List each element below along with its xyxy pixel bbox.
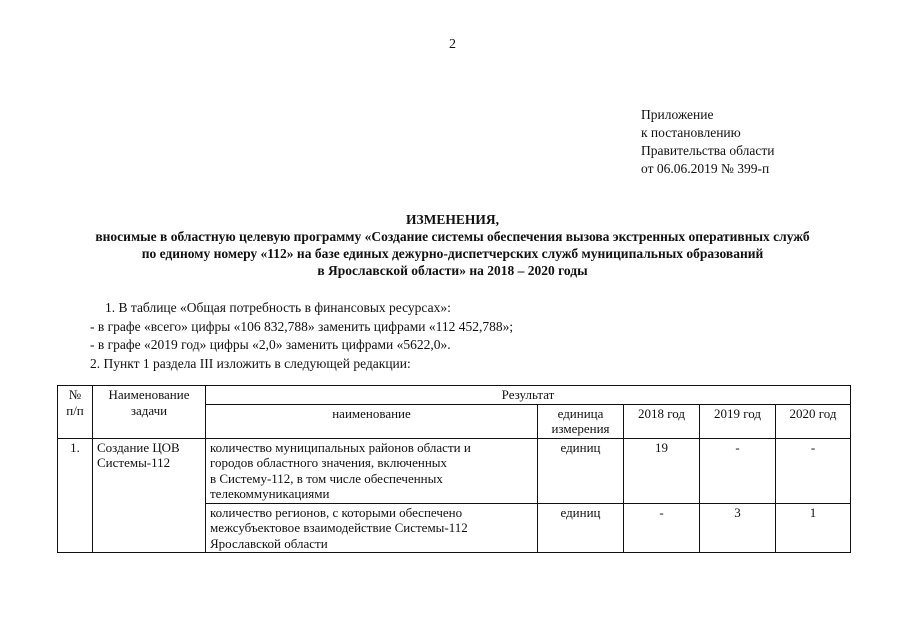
header-2019: 2019 год <box>700 404 776 438</box>
result-2019: - <box>700 438 776 503</box>
result-unit: единиц <box>538 438 624 503</box>
appendix-line: Приложение <box>641 107 714 122</box>
results-table <box>57 385 851 553</box>
header-name: наименование <box>206 404 538 438</box>
title-line: в Ярославской области» на 2018 – 2020 годы <box>317 263 588 278</box>
appendix-date-line: от 06.06.2019 № 399-п <box>641 161 770 176</box>
table-row <box>58 438 851 503</box>
cell-text: количество муниципальных районов области и <box>210 439 471 455</box>
cell-text: Создание ЦОВ <box>97 439 180 455</box>
result-2020: - <box>776 438 851 503</box>
row-task <box>93 438 206 553</box>
result-2018: - <box>624 503 700 553</box>
header-number <box>58 386 93 439</box>
cell-text: городов областного значения, включенных <box>210 455 448 470</box>
appendix-block <box>641 106 774 178</box>
paragraph-4: 2. Пункт 1 раздела III изложить в следующей редакции: <box>90 355 411 371</box>
paragraph-1: 1. В таблице «Общая потребность в финансовых ресурсах»: <box>105 300 451 315</box>
result-name <box>206 438 538 503</box>
header-result: Результат <box>206 386 851 405</box>
cell-text: Ярославской области <box>210 535 328 551</box>
appendix-line: Правительства области <box>641 143 775 158</box>
appendix-line: к постановлению <box>641 125 741 140</box>
cell-text: телекоммуникациями <box>210 486 330 501</box>
header-text: п/п <box>66 402 84 418</box>
title-heading: ИЗМЕНЕНИЯ, <box>405 212 499 227</box>
body-paragraphs <box>90 299 513 373</box>
header-unit <box>538 404 624 438</box>
paragraph-2: - в графе «всего» цифры «106 832,788» заменить цифрами «112 452,788»; <box>90 318 514 334</box>
cell-text: в Систему-112, в том числе обеспеченных <box>210 470 443 486</box>
document-title <box>0 211 905 279</box>
header-2018: 2018 год <box>624 404 700 438</box>
result-2019: 3 <box>700 503 776 553</box>
page-number: 2 <box>449 37 456 52</box>
header-text: № <box>68 387 82 402</box>
header-text: задачи <box>130 402 168 418</box>
paragraph-3: - в графе «2019 год» цифры «2,0» заменить цифрами «5622,0». <box>90 337 451 352</box>
header-text: измерения <box>551 421 610 436</box>
row-number: 1. <box>58 438 93 553</box>
title-line: по единому номеру «112» на базе единых дежурно-диспетчерских служб муниципальных образований <box>141 246 764 261</box>
table-header-row <box>58 386 851 405</box>
header-text: единица <box>557 405 604 421</box>
header-task <box>93 386 206 439</box>
title-line: вносимые в областную целевую программу «Создание системы обеспечения вызова экстренных оперативных служб <box>95 229 810 244</box>
result-name <box>206 503 538 553</box>
result-2020: 1 <box>776 503 851 553</box>
result-unit: единиц <box>538 503 624 553</box>
cell-text: Системы-112 <box>97 455 171 470</box>
header-2020: 2020 год <box>776 404 851 438</box>
header-text: Наименование <box>108 387 190 402</box>
cell-text: количество регионов, с которыми обеспечено <box>210 504 463 520</box>
cell-text: межсубъектовое взаимодействие Системы-112 <box>210 520 468 535</box>
result-2018: 19 <box>624 438 700 503</box>
